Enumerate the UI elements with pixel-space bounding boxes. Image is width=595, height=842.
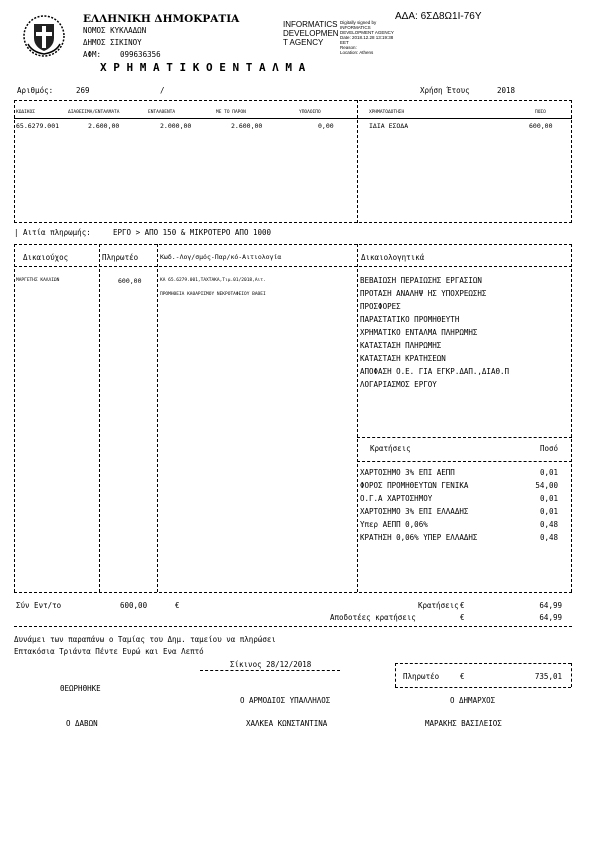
payment-order-line-1: Δυνάμει των παραπάνω ο Ταμίας του Δημ. ταμείου να πληρώσει: [14, 635, 276, 644]
deductions-header-amount: Ποσό: [540, 444, 559, 453]
fiscal-year-label: Χρήση Έτους: [420, 86, 470, 95]
cause-left-bar: |: [14, 228, 19, 237]
signature-stamp-line-2: DEVELOPMEN: [283, 29, 339, 38]
mayor-name: ΜΑΡΑΚΗΣ ΒΑΣΙΛΕΙΟΣ: [425, 719, 502, 728]
number-label: Αριθμός:: [17, 86, 54, 95]
total-deductions-value: 64,99: [539, 601, 562, 610]
signature-stamp-detail-7: Location: Athens: [340, 50, 374, 55]
date-underline: [200, 670, 340, 671]
deductions-header-label: Κρατήσεις: [370, 444, 411, 453]
budget-cell-issued: 2.000,00: [160, 122, 192, 130]
employee-name: ΧΑΛΚΕΑ ΚΩΝΣΤΑΝΤΙΝΑ: [246, 719, 328, 728]
document-item: ΠΡΟΣΦΟΡΕΣ: [360, 302, 401, 311]
payees-right-border: [571, 244, 572, 592]
signature-stamp-line-1: INFORMATICS: [283, 20, 338, 29]
deduction-label: Ο.Γ.Α ΧΑΡΤΟΣΗΜΟΥ: [360, 494, 433, 503]
budget-header-available: ΔΙΑΘΕΣΙΜΑ/ΕΝΤΑΛΜΑΤΑ: [68, 110, 120, 115]
document-item: ΚΑΤΑΣΤΑΣΗ ΠΛΗΡΩΜΗΣ: [360, 341, 442, 350]
payee-detail-line-1: ΚΑ 65.6279.001,ΤΑΧΤΑΚΑ,Τιμ.01/2018,Αιτ.: [160, 278, 266, 283]
ada-code: ΑΔΑ: 6ΣΔ8Ω1Ι-76Υ: [395, 11, 482, 22]
budget-header-divider: [14, 118, 572, 119]
payees-top-border: [14, 244, 572, 245]
budget-cell-balance: 0,00: [318, 122, 334, 130]
budget-table-middle-border: [357, 100, 358, 223]
mayor-title: Ο ΔΗΜΑΡΧΟΣ: [450, 696, 496, 705]
deduction-amount: 0,48: [539, 533, 558, 542]
total-deductions-label: Κρατήσεις: [418, 601, 459, 610]
deduction-label: ΧΑΡΤΟΣΗΜΟ 3% ΕΠΙ ΕΛΛΑΔΗΣ: [360, 507, 469, 516]
payable-value: 735,01: [534, 672, 562, 681]
cause-top-border: [14, 222, 572, 223]
budget-header-issued: ΕΝΤΑΛΘΕΝΤΑ: [148, 110, 176, 115]
payees-header-documents: Δικαιολογητικά: [361, 253, 425, 262]
deduction-label: ΧΑΡΤΟΣΗΜΟ 3% ΕΠΙ ΑΕΠΠ: [360, 468, 455, 477]
payee-detail-line-2: ΠΡΟΜΗΘΕΙΑ ΚΑΘΑΡΙΣΜΟΥ ΝΕΚΡΟΤΑΦΕΙΟΥ ΒΑΘΕΙ: [160, 292, 266, 297]
sum-label: Σύν Εντ/το: [16, 601, 62, 610]
document-item: ΠΡΟΤΑΣΗ ΑΝΑΛΗΨ ΗΣ ΥΠΟΧΡΕΩΣΗΣ: [360, 289, 487, 298]
budget-header-code: ΚΩΔΙΚΟΣ: [16, 110, 35, 115]
afm-label: ΑΦΜ:: [83, 50, 102, 59]
payment-amount-in-words: Επτακόσια Τριάντα Πέντε Ευρώ και Ενα Λεπτό: [14, 647, 204, 656]
seen-by-name: Ο ΔΑΒΩΝ: [66, 719, 98, 728]
coat-of-arms-icon: [22, 14, 66, 58]
signature-stamp-detail-6: Reason:: [340, 45, 357, 50]
document-item: ΧΡΗΜΑΤΙΚΟ ΕΝΤΑΛΜΑ ΠΛΗΡΩΜΗΣ: [360, 328, 478, 337]
budget-header-amount: ΠΟΣΟ: [535, 110, 546, 115]
payees-header-beneficiary: Δικαιούχος: [23, 253, 69, 262]
payees-col-divider-1: [99, 244, 100, 592]
payable-box-right: [571, 663, 572, 687]
employee-title: Ο ΑΡΜΟΔΙΟΣ ΥΠΑΛΛΗΛΟΣ: [240, 696, 331, 705]
signature-stamp-detail-1: Digitally signed by: [340, 20, 377, 25]
payees-left-border: [14, 244, 15, 592]
number-slash: /: [160, 86, 165, 95]
total-deductions-currency: €: [460, 601, 465, 610]
sum-currency: €: [175, 601, 180, 610]
payable-box-bottom: [395, 687, 571, 688]
budget-table-left-border: [14, 100, 15, 223]
budget-cell-current: 2.600,00: [231, 122, 263, 130]
deduction-label: Υπερ ΑΕΠΠ 0,06%: [360, 520, 428, 529]
deductions-top-border: [357, 437, 572, 438]
budget-table-right-border: [571, 100, 572, 223]
prefecture: ΝΟΜΟΣ ΚΥΚΛΑΔΩΝ: [83, 26, 147, 35]
document-item: ΒΕΒΑΙΩΣΗ ΠΕΡΑΙΩΣΗΣ ΕΡΓΑΣΙΩΝ: [360, 276, 482, 285]
number-value: 269: [76, 86, 90, 95]
payable-label: Πληρωτέο: [403, 672, 440, 681]
payable-box-left: [395, 663, 396, 687]
budget-cell-available: 2.600,00: [88, 122, 120, 130]
budget-table-top-border: [14, 100, 572, 101]
cause-value: ΕΡΓΟ > ΑΠΟ 150 & ΜΙΚΡΟΤΕΡΟ ΑΠΟ 1000: [113, 228, 272, 237]
budget-cell-amount: 600,00: [529, 122, 553, 130]
budget-header-current: ΜΕ ΤΟ ΠΑΡΟΝ: [216, 110, 246, 115]
deduction-amount: 54,00: [535, 481, 558, 490]
signature-stamp-detail-2: INFORMATICS: [340, 25, 371, 30]
payees-header-payable: Πληρωτέο: [102, 253, 139, 262]
payees-col-divider-3: [357, 244, 358, 592]
fiscal-year-value: 2018: [497, 86, 516, 95]
place-and-date: Σίκινος 28/12/2018: [230, 660, 312, 669]
deduction-label: ΦΟΡΟΣ ΠΡΟΜΗΘΕΥΤΩΝ ΓΕΝΙΚΑ: [360, 481, 469, 490]
seen-title: ΘΕΩΡΗΘΗΚΕ: [60, 684, 101, 693]
payees-col-divider-2: [157, 244, 158, 592]
deductions-header-divider: [357, 461, 572, 462]
withheld-currency: €: [460, 613, 465, 622]
afm-value: 099636356: [120, 50, 161, 59]
deduction-amount: 0,01: [539, 494, 558, 503]
document-item: ΠΑΡΑΣΤΑΤΙΚΟ ΠΡΟΜΗΘΕΥΤΗ: [360, 315, 460, 324]
budget-cell-funding: ΙΔΙΑ ΕΣΟΔΑ: [369, 122, 409, 130]
payable-currency: €: [460, 672, 465, 681]
payees-header-details: Κωδ.-Λογ/σμός-Παρ/κό-Αιτιολογία: [160, 253, 282, 261]
republic-title: ΕΛΛΗΝΙΚΗ ΔΗΜΟΚΡΑΤΙΑ: [83, 13, 240, 25]
signature-stamp-line-3: T AGENCY: [283, 38, 324, 47]
signature-stamp-detail-3: DEVELOPMENT AGENCY: [340, 30, 394, 35]
deduction-amount: 0,01: [539, 507, 558, 516]
budget-header-balance: ΥΠΟΛΟΙΠΟ: [299, 110, 321, 115]
signature-stamp-detail-5: EET: [340, 40, 349, 45]
totals-top-border: [14, 592, 572, 593]
deduction-label: ΚΡΑΤΗΣΗ 0,06% ΥΠΕΡ ΕΛΛΑΔΗΣ: [360, 533, 478, 542]
payees-header-divider: [14, 266, 572, 267]
deduction-amount: 0,01: [539, 468, 558, 477]
municipality: ΔΗΜΟΣ ΣΙΚΙΝΟΥ: [83, 38, 142, 47]
document-title: Χ Ρ Η Μ Α Τ Ι Κ Ο Ε Ν Τ Α Λ Μ Α: [100, 61, 306, 74]
withheld-value: 64,99: [539, 613, 562, 622]
sum-value: 600,00: [120, 601, 148, 610]
deduction-amount: 0,48: [539, 520, 558, 529]
withheld-label: Αποδοτέες κρατήσεις: [330, 613, 416, 622]
payee-amount: 600,00: [118, 277, 142, 285]
payable-box-top: [395, 663, 571, 664]
totals-bottom-border: [14, 626, 572, 627]
payee-name: ΜΑΡΓΕΤΗΣ ΚΑΛΛΙΩΝ: [16, 278, 60, 283]
signature-stamp-detail-4: Date: 2018.12.28 13:19:38: [340, 35, 394, 40]
budget-cell-code: 65.6279.001: [16, 122, 60, 130]
document-item: ΑΠΟΦΑΣΗ Ο.Ε. ΓΙΑ ΕΓΚΡ.ΔΑΠ.,ΔΙΑΘ.Π: [360, 367, 510, 376]
document-item: ΛΟΓΑΡΙΑΣΜΟΣ ΕΡΓΟΥ: [360, 380, 437, 389]
document-item: ΚΑΤΑΣΤΑΣΗ ΚΡΑΤΗΣΕΩΝ: [360, 354, 446, 363]
cause-label: Αιτία πληρωμής:: [23, 228, 91, 237]
budget-header-funding: ΧΡΗΜΑΤΟΔΟΤΗΣΗ: [369, 110, 405, 115]
